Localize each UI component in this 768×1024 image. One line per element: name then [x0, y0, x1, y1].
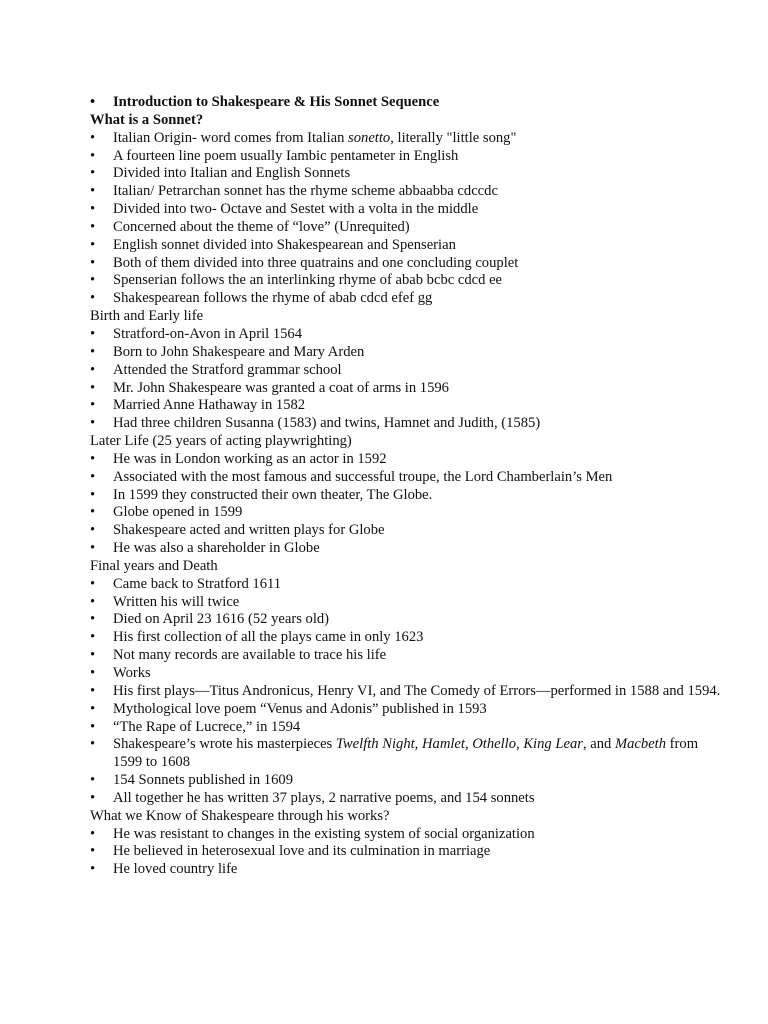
bullet-item: • His first plays—Titus Andronicus, Henry VI, and The Comedy of Errors—performed in 1588 and 1594. — [90, 683, 730, 701]
bullet-item: • Mythological love poem “Venus and Adonis” published in 1593 — [90, 701, 730, 719]
bullet-item: • Spenserian follows the an interlinking rhyme of abab bcbc cdcd ee — [90, 272, 730, 290]
document-title: • Introduction to Shakespeare & His Sonnet Sequence — [90, 94, 730, 112]
bullet-item: • Globe opened in 1599 — [90, 504, 730, 522]
bullet-item: • “The Rape of Lucrece,” in 1594 — [90, 719, 730, 737]
bullet-item: • Shakespearean follows the rhyme of abab cdcd efef gg — [90, 290, 730, 308]
bullet-item: • Stratford-on-Avon in April 1564 — [90, 326, 730, 344]
bullet-item: • His first collection of all the plays came in only 1623 — [90, 629, 730, 647]
bullet-item: • He was in London working as an actor in 1592 — [90, 451, 730, 469]
bullet-item: • Italian/ Petrarchan sonnet has the rhyme scheme abbaabba cdccdc — [90, 183, 730, 201]
sections-container — [90, 112, 730, 879]
bullet-item: • Mr. John Shakespeare was granted a coat of arms in 1596 — [90, 380, 730, 398]
bullet-item: • Not many records are available to trace his life — [90, 647, 730, 665]
bullet-item: • He believed in heterosexual love and its culmination in marriage — [90, 843, 730, 861]
bullet-item: • Came back to Stratford 1611 — [90, 576, 730, 594]
section-heading-final-years-and-death: Final years and Death — [90, 557, 218, 574]
bullet-item: • Born to John Shakespeare and Mary Arden — [90, 344, 730, 362]
section-heading-what-we-know-of-shakespeare-through-his-works: What we Know of Shakespeare through his works? — [90, 807, 390, 824]
bullet-item: • All together he has written 37 plays, 2 narrative poems, and 154 sonnets — [90, 790, 730, 808]
bullet-item: • English sonnet divided into Shakespearean and Spenserian — [90, 237, 730, 255]
bullet-item: • 154 Sonnets published in 1609 — [90, 772, 730, 790]
bullet-item: • Married Anne Hathaway in 1582 — [90, 397, 730, 415]
bullet-item: • He was also a shareholder in Globe — [90, 540, 730, 558]
bullet-item: • Attended the Stratford grammar school — [90, 362, 730, 380]
bullet-item: • Shakespeare’s wrote his masterpieces Twelfth Night, Hamlet, Othello, King Lear, and Macbeth from 1599 to 1608 — [90, 736, 730, 772]
section-heading-later-life-25-years-of-acting-playwrighting: Later Life (25 years of acting playwrighting) — [90, 433, 352, 450]
section-heading-birth-and-early-life: Birth and Early life — [90, 308, 204, 325]
document-content — [90, 94, 730, 879]
bullet-item: • Shakespeare acted and written plays for Globe — [90, 522, 730, 540]
bullet-item: • He loved country life — [90, 861, 730, 879]
bullet-item: • Concerned about the theme of “love” (Unrequited) — [90, 219, 730, 237]
bullet-item: • Divided into Italian and English Sonnets — [90, 165, 730, 183]
bullet-item: • Had three children Susanna (1583) and twins, Hamnet and Judith, (1585) — [90, 415, 730, 433]
bullet-item: • Associated with the most famous and successful troupe, the Lord Chamberlain’s Men — [90, 469, 730, 487]
section-heading-what-is-a-sonnet: What is a Sonnet? — [90, 111, 204, 128]
bullet-item: • Both of them divided into three quatrains and one concluding couplet — [90, 255, 730, 273]
bullet-item: • Italian Origin- word comes from Italian sonetto, literally "little song" — [90, 130, 730, 148]
bullet-item: • Died on April 23 1616 (52 years old) — [90, 611, 730, 629]
bullet-item: • A fourteen line poem usually Iambic pentameter in English — [90, 148, 730, 166]
bullet-item: • Works — [90, 665, 730, 683]
bullet-item: • In 1599 they constructed their own theater, The Globe. — [90, 487, 730, 505]
bullet-item: • He was resistant to changes in the existing system of social organization — [90, 826, 730, 844]
bullet-item: • Divided into two- Octave and Sestet with a volta in the middle — [90, 201, 730, 219]
bullet-item: • Written his will twice — [90, 594, 730, 612]
